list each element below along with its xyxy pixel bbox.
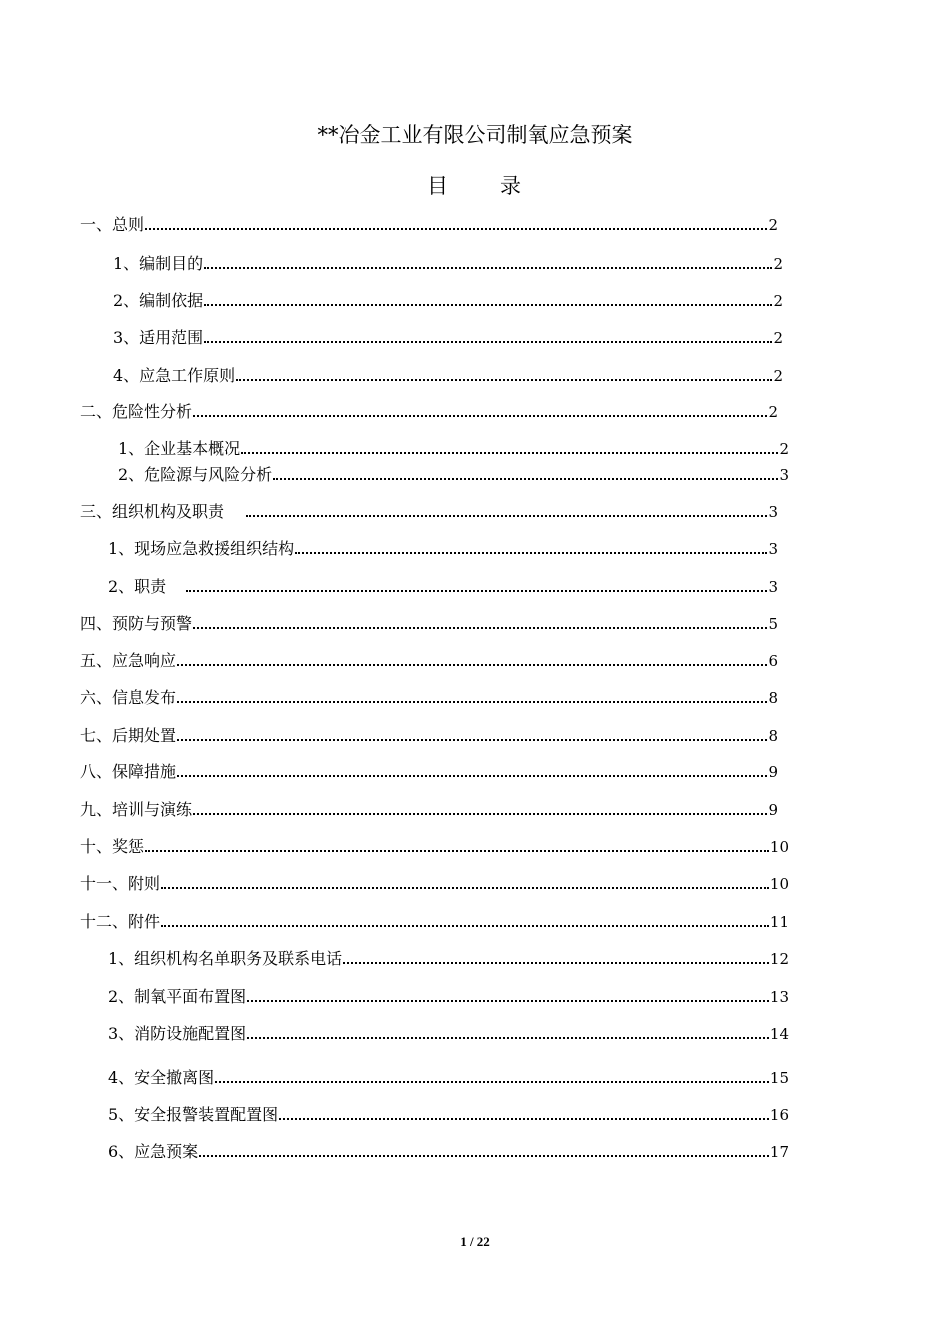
toc-entry-page: 3 — [768, 540, 778, 558]
toc-entry-page: 6 — [768, 652, 778, 670]
toc-leader-dots — [145, 836, 769, 852]
toc-entry-label: 3、适用范围 — [113, 328, 204, 347]
toc-leader-dots — [279, 1104, 769, 1120]
toc-entry[interactable] — [80, 612, 778, 636]
toc-entry-page: 13 — [769, 988, 789, 1006]
toc-entry[interactable] — [108, 1022, 789, 1046]
toc-leader-dots — [215, 1067, 769, 1083]
toc-entry-label: 六、信息发布 — [80, 688, 177, 707]
toc-entry[interactable] — [80, 649, 778, 673]
toc-entry-label: 七、后期处置 — [80, 726, 177, 745]
toc-entry-page: 10 — [769, 838, 789, 856]
toc-leader-dots — [199, 1141, 769, 1157]
toc-leader-dots — [295, 538, 767, 554]
toc-entry-page: 8 — [768, 727, 778, 745]
toc-leader-dots — [186, 576, 767, 592]
toc-leader-dots — [177, 650, 767, 666]
toc-leader-dots — [145, 214, 767, 230]
toc-entry[interactable] — [108, 1066, 789, 1090]
toc-entry-page: 12 — [769, 950, 789, 968]
toc-entry-page: 11 — [769, 913, 789, 931]
toc-entry-page: 2 — [773, 367, 783, 385]
toc-entry-label: 四、预防与预警 — [80, 614, 193, 633]
toc-entry[interactable] — [80, 798, 778, 822]
toc-leader-dots — [161, 873, 769, 889]
document-title: **冶金工业有限公司制氧应急预案 — [317, 123, 633, 147]
toc-heading — [0, 172, 950, 200]
toc-leader-dots — [273, 464, 778, 480]
toc-leader-dots — [177, 761, 767, 777]
toc-entry-page: 15 — [769, 1069, 789, 1087]
toc-entry[interactable] — [108, 1140, 789, 1164]
toc-entry[interactable] — [80, 910, 789, 934]
toc-entry-label: 2、制氧平面布置图 — [108, 987, 247, 1006]
toc-entry-label: 十、奖惩 — [80, 837, 145, 856]
toc-entry-page: 2 — [773, 255, 783, 273]
toc-entry-page: 8 — [768, 689, 778, 707]
toc-entry-label: 2、编制依据 — [113, 291, 204, 310]
toc-entry-label: 一、总则 — [80, 215, 145, 234]
toc-entry-label: 6、应急预案 — [108, 1142, 199, 1161]
toc-leader-dots — [236, 365, 772, 381]
toc-entry[interactable] — [108, 985, 789, 1009]
toc-entry-page: 2 — [768, 216, 778, 234]
toc-entry-label: 1、现场应急救援组织结构 — [108, 539, 295, 558]
toc-entry-label: 4、安全撤离图 — [108, 1068, 215, 1087]
toc-entry[interactable] — [80, 724, 778, 748]
toc-leader-dots — [204, 253, 772, 269]
toc-entry-label: 5、安全报警装置配置图 — [108, 1105, 279, 1124]
toc-entry-page: 2 — [768, 403, 778, 421]
toc-entry-label: 2、危险源与风险分析 — [118, 465, 273, 484]
toc-leader-dots — [177, 687, 767, 703]
toc-entry-label: 1、组织机构名单职务及联系电话 — [108, 949, 343, 968]
toc-leader-dots — [193, 613, 767, 629]
toc-entry-label: 五、应急响应 — [80, 651, 177, 670]
toc-entry[interactable] — [80, 400, 778, 424]
toc-entry[interactable] — [113, 326, 783, 350]
toc-entry-page: 16 — [769, 1106, 789, 1124]
toc-entry[interactable] — [108, 537, 778, 561]
toc-leader-dots — [343, 948, 769, 964]
toc-entry-page: 2 — [773, 329, 783, 347]
toc-leader-dots — [247, 986, 769, 1002]
toc-entry[interactable] — [113, 289, 783, 313]
toc-entry-page: 3 — [779, 466, 789, 484]
toc-entry-label: 2、职责 — [108, 577, 167, 596]
page-indicator: 1 / 22 — [460, 1234, 490, 1249]
toc-leader-dots — [161, 911, 769, 927]
toc-entry-page: 3 — [768, 578, 778, 596]
toc-entry-label: 十一、附则 — [80, 874, 161, 893]
toc-entry[interactable] — [108, 947, 789, 971]
toc-leader-dots — [246, 501, 767, 517]
toc-leader-dots — [247, 1023, 769, 1039]
toc-entry[interactable] — [113, 252, 783, 276]
toc-entry-label: 三、组织机构及职责 — [80, 502, 225, 521]
toc-entry-page: 2 — [773, 292, 783, 310]
toc-leader-dots — [193, 799, 767, 815]
toc-leader-dots — [241, 438, 778, 454]
toc-entry-label: 1、编制目的 — [113, 254, 204, 273]
toc-entry-label: 4、应急工作原则 — [113, 366, 236, 385]
toc-entry[interactable] — [80, 213, 778, 237]
toc-entry-label: 3、消防设施配置图 — [108, 1024, 247, 1043]
toc-entry-page: 3 — [768, 503, 778, 521]
toc-entry[interactable] — [80, 500, 778, 524]
toc-entry[interactable] — [108, 1103, 789, 1127]
toc-entry[interactable] — [108, 575, 778, 599]
toc-entry[interactable] — [118, 437, 789, 461]
toc-heading-left: 目 — [427, 174, 450, 198]
toc-entry-label: 八、保障措施 — [80, 762, 177, 781]
toc-entry[interactable] — [80, 686, 778, 710]
toc-entry[interactable] — [80, 872, 789, 896]
toc-entry-page: 9 — [768, 763, 778, 781]
toc-leader-dots — [204, 290, 772, 306]
toc-entry-page: 17 — [769, 1143, 789, 1161]
toc-entry-page: 14 — [769, 1025, 789, 1043]
toc-entry-page: 2 — [779, 440, 789, 458]
toc-heading-right: 录 — [500, 174, 523, 198]
toc-entry-page: 10 — [769, 875, 789, 893]
toc-leader-dots — [193, 401, 767, 417]
toc-entry[interactable] — [80, 760, 778, 784]
toc-leader-dots — [177, 725, 767, 741]
toc-entry-page: 5 — [768, 615, 778, 633]
toc-entry-label: 九、培训与演练 — [80, 800, 193, 819]
toc-entry[interactable] — [80, 835, 789, 859]
toc-leader-dots — [204, 327, 772, 343]
toc-entry-label: 1、企业基本概况 — [118, 439, 241, 458]
toc-entry[interactable] — [113, 364, 783, 388]
toc-entry-page: 9 — [768, 801, 778, 819]
toc-entry-label: 十二、附件 — [80, 912, 161, 931]
toc-entry-label: 二、危险性分析 — [80, 402, 193, 421]
toc-entry[interactable] — [118, 463, 789, 487]
